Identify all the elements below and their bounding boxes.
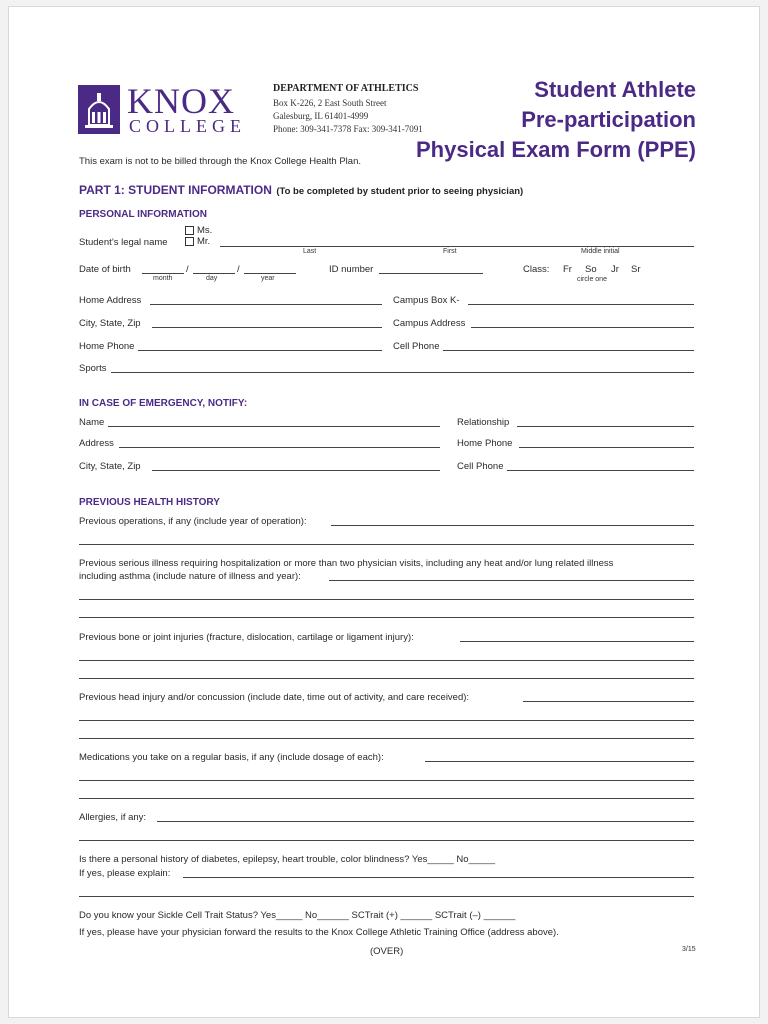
illness-label-1: Previous serious illness requiring hospitalization or more than two physician visits, including any heat and/or lung related illness xyxy=(79,558,614,569)
sports-label: Sports xyxy=(79,363,107,374)
medications-label: Medications you take on a regular basis, if any (include dosage of each): xyxy=(79,752,384,763)
campus-box-field[interactable] xyxy=(468,304,694,305)
operations-field-1[interactable] xyxy=(331,525,694,526)
part1-heading: PART 1: STUDENT INFORMATION xyxy=(79,183,272,197)
cell-phone-field[interactable] xyxy=(443,350,694,351)
ms-checkbox[interactable] xyxy=(185,226,194,235)
ms-option[interactable] xyxy=(185,225,212,236)
illness-field-1[interactable] xyxy=(329,580,694,581)
bone-injury-label: Previous bone or joint injuries (fracture, dislocation, cartilage or ligament injury): xyxy=(79,632,414,643)
head-injury-field-3[interactable] xyxy=(79,738,694,739)
bone-injury-field-1[interactable] xyxy=(460,641,694,642)
dept-phone: Phone: 309-341-7378 Fax: 309-341-7091 xyxy=(273,124,423,134)
emergency-city-field[interactable] xyxy=(152,470,440,471)
emergency-home-phone-label: Home Phone xyxy=(457,438,513,449)
head-injury-field-2[interactable] xyxy=(79,720,694,721)
class-label: Class: xyxy=(523,264,550,275)
head-injury-field-1[interactable] xyxy=(523,701,694,702)
part1-heading-row xyxy=(79,181,523,199)
form-title-line1: Student Athlete xyxy=(534,77,696,102)
emergency-cell-phone-label: Cell Phone xyxy=(457,461,504,472)
home-phone-field[interactable] xyxy=(138,350,382,351)
part1-subheading: (To be completed by student prior to seeing physician) xyxy=(276,186,524,197)
page-code: 3/15 xyxy=(682,946,696,953)
ms-label: Ms. xyxy=(197,225,213,236)
day-caption: day xyxy=(206,275,218,282)
first-caption: First xyxy=(443,248,457,255)
emergency-name-field[interactable] xyxy=(108,426,440,427)
cell-phone-label: Cell Phone xyxy=(393,341,440,352)
home-phone-label: Home Phone xyxy=(79,341,135,352)
year-caption: year xyxy=(261,275,275,282)
mr-checkbox[interactable] xyxy=(185,237,194,246)
dob-day-field[interactable] xyxy=(193,273,235,274)
logo-wordmark: KNOX xyxy=(127,81,235,121)
campus-address-field[interactable] xyxy=(471,327,694,328)
medications-field-2[interactable] xyxy=(79,780,694,781)
emergency-address-field[interactable] xyxy=(119,447,440,448)
bone-injury-field-2[interactable] xyxy=(79,660,694,661)
personal-history-question: Is there a personal history of diabetes, epilepsy, heart trouble, color blindness? Yes_____ No_____ xyxy=(79,854,495,865)
relationship-field[interactable] xyxy=(517,426,694,427)
class-jr[interactable]: Jr xyxy=(611,264,619,275)
mr-option[interactable] xyxy=(185,236,210,247)
history-heading: PREVIOUS HEALTH HISTORY xyxy=(79,497,220,508)
dob-year-field[interactable] xyxy=(244,273,296,274)
emergency-heading: IN CASE OF EMERGENCY, NOTIFY: xyxy=(79,398,248,409)
personal-heading: PERSONAL INFORMATION xyxy=(79,209,207,220)
class-sr[interactable]: Sr xyxy=(631,264,641,275)
emergency-city-label: City, State, Zip xyxy=(79,461,141,472)
operations-field-2[interactable] xyxy=(79,544,694,545)
relationship-label: Relationship xyxy=(457,417,510,428)
illness-field-3[interactable] xyxy=(79,617,694,618)
head-injury-label: Previous head injury and/or concussion (include date, time out of activity, and care received): xyxy=(79,692,470,703)
allergies-field-2[interactable] xyxy=(79,840,694,841)
emergency-home-phone-field[interactable] xyxy=(519,447,694,448)
middle-caption: Middle initial xyxy=(581,248,620,255)
mr-label: Mr. xyxy=(197,236,211,247)
campus-box-label: Campus Box K- xyxy=(393,295,460,306)
campus-address-label: Campus Address xyxy=(393,318,466,329)
last-caption: Last xyxy=(303,248,317,255)
illness-field-2[interactable] xyxy=(79,599,694,600)
illness-label-2: including asthma (include nature of illness and year): xyxy=(79,571,301,582)
dob-label: Date of birth xyxy=(79,264,131,275)
month-caption: month xyxy=(153,275,173,282)
legal-name-field[interactable] xyxy=(220,246,694,247)
dept-address2: Galesburg, IL 61401-4999 xyxy=(273,111,369,121)
city-state-zip-field[interactable] xyxy=(152,327,382,328)
city-state-zip-label: City, State, Zip xyxy=(79,318,141,329)
medications-field-3[interactable] xyxy=(79,798,694,799)
emergency-name-label: Name xyxy=(79,417,105,428)
class-so[interactable]: So xyxy=(585,264,597,275)
sickle-cell-question: Do you know your Sickle Cell Trait Status? Yes_____ No______ SCTrait (+) ______ SCTrait (–) ______ xyxy=(79,910,516,921)
home-address-field[interactable] xyxy=(150,304,382,305)
explain-label: If yes, please explain: xyxy=(79,868,171,879)
legal-name-label: Student’s legal name xyxy=(79,237,168,248)
dob-month-field[interactable] xyxy=(142,273,184,274)
sports-field[interactable] xyxy=(111,372,694,373)
medications-field-1[interactable] xyxy=(425,761,694,762)
over-label: (OVER) xyxy=(370,946,404,957)
knox-crest-icon xyxy=(78,85,120,134)
form-page xyxy=(8,6,760,1018)
forward-results-note: If yes, please have your physician forward the results to the Knox College Athletic Training Office (address above). xyxy=(79,927,559,938)
id-number-label: ID number xyxy=(329,264,374,275)
bone-injury-field-3[interactable] xyxy=(79,678,694,679)
form-title-line3: Physical Exam Form (PPE) xyxy=(416,137,696,162)
allergies-label: Allergies, if any: xyxy=(79,812,147,823)
dob-slash-1: / xyxy=(186,264,189,275)
form-title-line2: Pre-participation xyxy=(521,107,696,132)
logo-subtitle: COLLEGE xyxy=(129,116,246,136)
home-address-label: Home Address xyxy=(79,295,142,306)
circle-one-caption: circle one xyxy=(577,276,607,283)
explain-field-2[interactable] xyxy=(79,896,694,897)
allergies-field-1[interactable] xyxy=(157,821,694,822)
dept-name: DEPARTMENT OF ATHLETICS xyxy=(273,83,419,94)
operations-label: Previous operations, if any (include year of operation): xyxy=(79,516,307,527)
emergency-address-label: Address xyxy=(79,438,114,449)
dept-address1: Box K-226, 2 East South Street xyxy=(273,98,387,108)
explain-field-1[interactable] xyxy=(183,877,694,878)
id-number-field[interactable] xyxy=(379,273,483,274)
dob-slash-2: / xyxy=(237,264,240,275)
class-fr[interactable]: Fr xyxy=(563,264,572,275)
billing-note: This exam is not to be billed through the Knox College Health Plan. xyxy=(79,156,361,167)
emergency-cell-phone-field[interactable] xyxy=(507,470,694,471)
